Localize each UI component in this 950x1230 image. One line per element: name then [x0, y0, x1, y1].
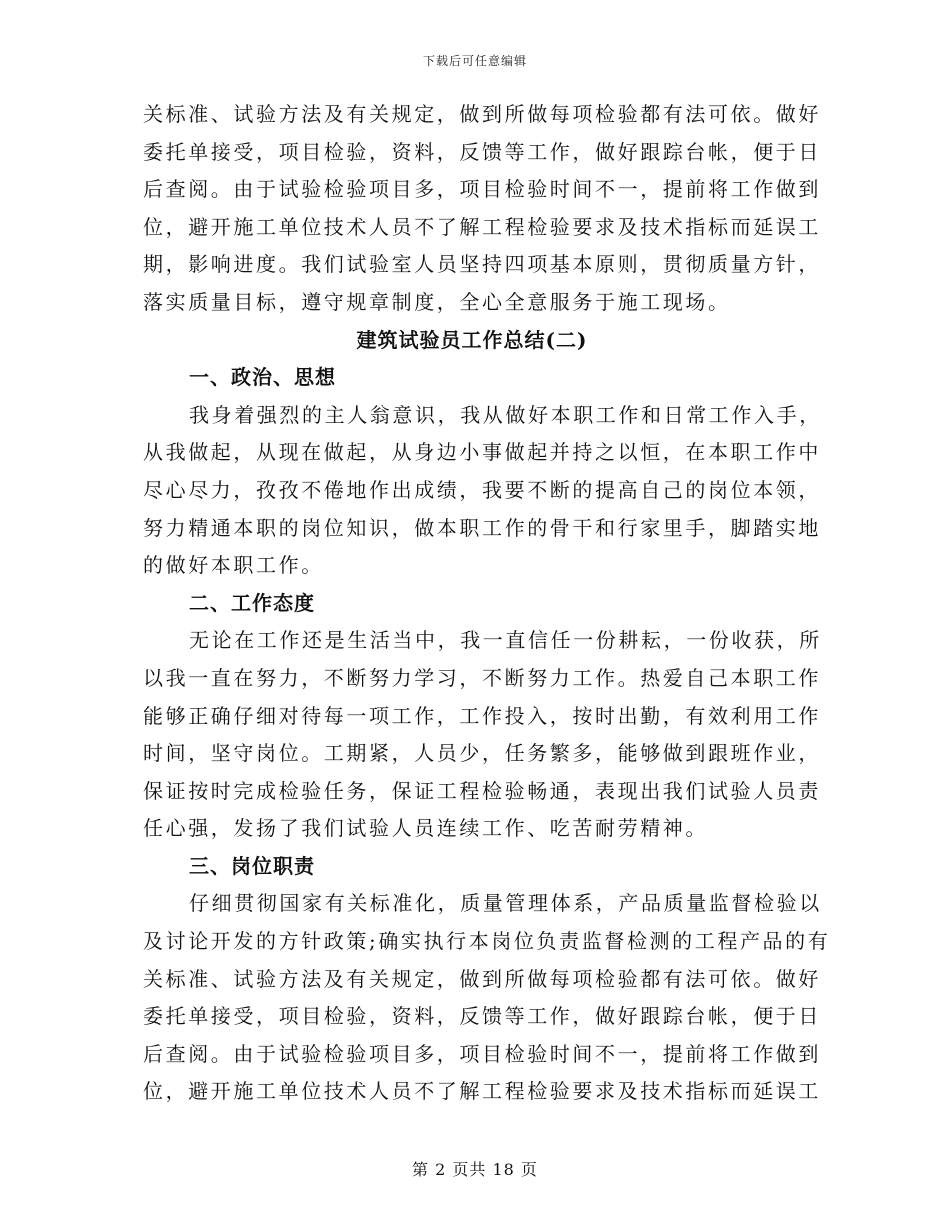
- section-heading: 二、工作态度: [189, 590, 315, 615]
- paragraph-line: 委托单接受，项目检验，资料，反馈等工作，做好跟踪台帐，便于日: [143, 139, 821, 164]
- paragraph-line: 关标准、试验方法及有关规定，做到所做每项检验都有法可依。做好: [143, 966, 821, 991]
- paragraph-line: 后查阅。由于试验检验项目多，项目检验时间不一，提前将工作做到: [143, 1041, 821, 1066]
- paragraph-line: 无论在工作还是生活当中，我一直信任一份耕耘，一份收获，所: [189, 628, 822, 653]
- page-footer: 第 2 页共 18 页: [412, 1160, 538, 1179]
- paragraph-line: 落实质量目标，遵守规章制度，全心全意服务于施工现场。: [143, 289, 731, 314]
- paragraph-line: 任心强，发扬了我们试验人员连续工作、吃苦耐劳精神。: [143, 816, 708, 841]
- paragraph-line: 后查阅。由于试验检验项目多，项目检验时间不一，提前将工作做到: [143, 177, 821, 202]
- paragraph-line: 以我一直在努力，不断努力学习，不断努力工作。热爱自己本职工作: [143, 665, 821, 690]
- paragraph-line: 关标准、试验方法及有关规定，做到所做每项检验都有法可依。做好: [143, 102, 821, 126]
- paragraph-line: 从我做起，从现在做起，从身边小事做起并持之以恒，在本职工作中: [143, 440, 821, 465]
- page-header: 下载后可任意编辑: [422, 54, 527, 68]
- paragraph-line: 努力精通本职的岗位知识，做本职工作的骨干和行家里手，脚踏实地: [143, 515, 821, 540]
- paragraph-line: 尽心尽力，孜孜不倦地作出成绩，我要不断的提高自己的岗位本领，: [143, 477, 821, 502]
- paragraph-line: 我身着强烈的主人翁意识，我从做好本职工作和日常工作入手，: [189, 402, 822, 427]
- paragraph-line: 期，影响进度。我们试验室人员坚持四项基本原则，贯彻质量方针，: [143, 252, 821, 277]
- section-heading: 三、岗位职责: [189, 853, 315, 878]
- document-body: [143, 96, 831, 1111]
- paragraph-line: 能够正确仔细对待每一项工作，工作投入，按时出勤，有效利用工作: [143, 703, 821, 728]
- paragraph-line: 及讨论开发的方针政策;确实执行本岗位负责监督检测的工程产品的有: [143, 929, 831, 954]
- paragraph-line: 的做好本职工作。: [143, 553, 324, 578]
- paragraph-line: 位，避开施工单位技术人员不了解工程检验要求及技术指标而延误工: [143, 1079, 821, 1104]
- paragraph-line: 仔细贯彻国家有关标准化，质量管理体系，产品质量监督检验以: [189, 891, 822, 916]
- paragraph-line: 位，避开施工单位技术人员不了解工程检验要求及技术指标而延误工: [143, 214, 821, 239]
- paragraph-line: 委托单接受，项目检验，资料，反馈等工作，做好跟踪台帐，便于日: [143, 1004, 821, 1029]
- paragraph-line: 保证按时完成检验任务，保证工程检验畅通，表现出我们试验人员责: [143, 778, 821, 803]
- paragraph-line: 时间，坚守岗位。工期紧，人员少，任务繁多，能够做到跟班作业，: [143, 741, 821, 766]
- document-title: 建筑试验员工作总结(二): [356, 327, 588, 352]
- section-heading: 一、政治、思想: [189, 365, 336, 390]
